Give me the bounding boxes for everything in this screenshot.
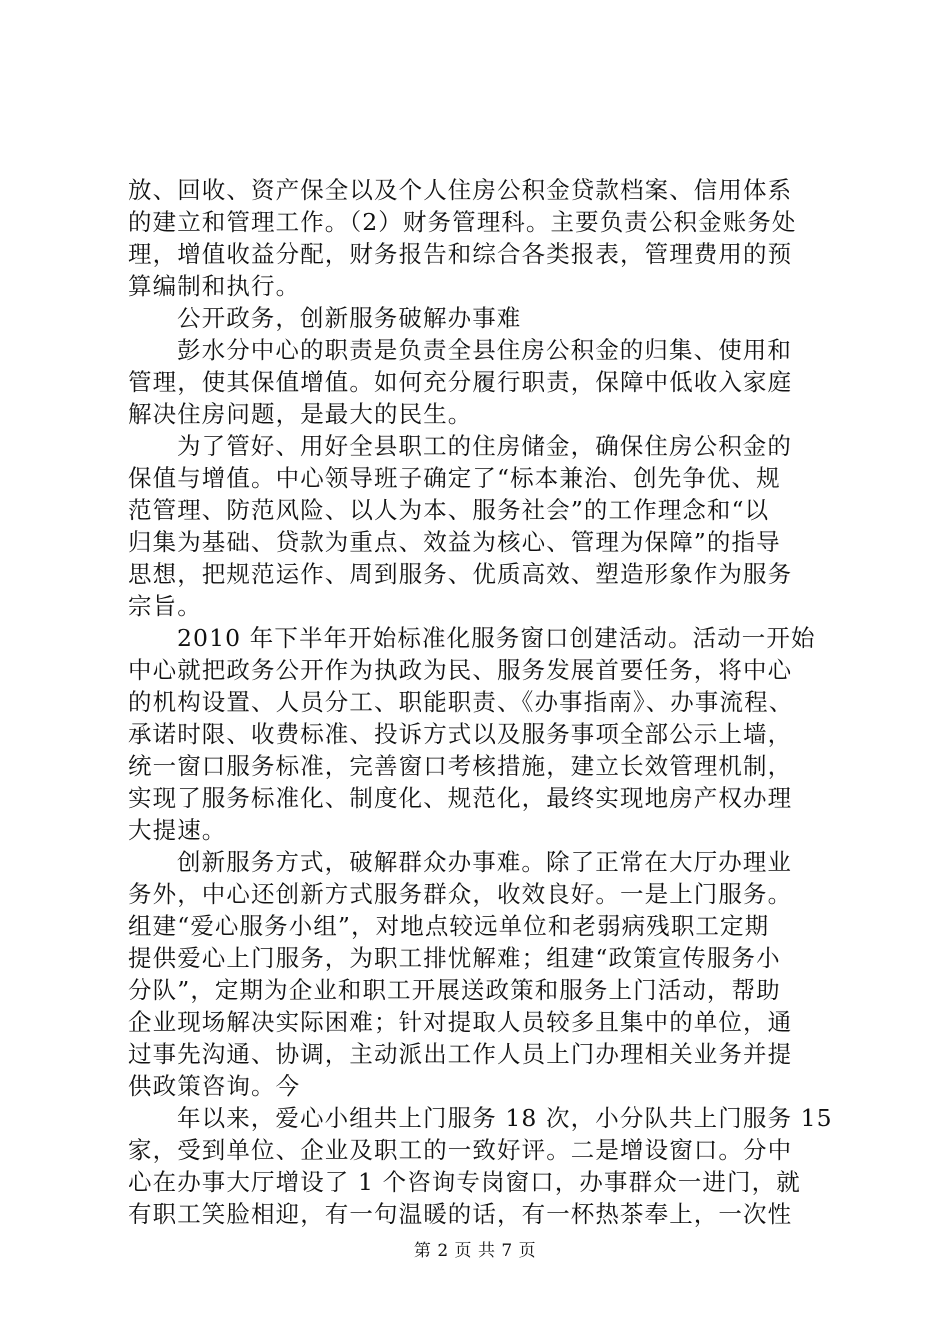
text-line: 组建“爱心服务小组”，对地点较远单位和老弱病残职工定期 (128, 912, 770, 940)
text-line: 2010 年下半年开始标准化服务窗口创建活动。活动一开始 (177, 624, 816, 652)
text-line: 算编制和执行。 (128, 272, 301, 300)
text-line: 年以来，爱心小组共上门服务 18 次，小分队共上门服务 15 (177, 1104, 833, 1132)
text-line: 解决住房问题，是最大的民生。 (128, 400, 473, 428)
text-line: 务外，中心还创新方式服务群众，收效良好。一是上门服务。 (128, 880, 793, 908)
body-text (128, 174, 833, 1230)
text-line: 供政策咨询。今 (128, 1072, 301, 1100)
text-line: 过事先沟通、协调，主动派出工作人员上门办理相关业务并提 (128, 1040, 793, 1068)
text-line: 中心就把政务公开作为执政为民、服务发展首要任务，将中心 (128, 656, 793, 684)
text-line: 心在办事大厅增设了 1 个咨询专岗窗口，办事群众一进门，就 (128, 1168, 801, 1196)
text-line: 的建立和管理工作。（2）财务管理科。主要负责公积金账务处 (128, 208, 797, 236)
text-line: 理，增值收益分配，财务报告和综合各类报表，管理费用的预 (128, 240, 793, 268)
text-line: 放、回收、资产保全以及个人住房公积金贷款档案、信用体系 (128, 176, 793, 204)
text-line: 管理，使其保值增值。如何充分履行职责，保障中低收入家庭 (128, 368, 793, 396)
text-line: 创新服务方式，破解群众办事难。除了正常在大厅办理业 (177, 848, 792, 876)
text-line: 范管理、防范风险、以人为本、服务社会”的工作理念和“以 (128, 496, 770, 524)
text-line: 为了管好、用好全县职工的住房储金，确保住房公积金的 (177, 432, 792, 460)
text-line: 思想，把规范运作、周到服务、优质高效、塑造形象作为服务 (128, 560, 793, 588)
text-line: 统一窗口服务标准，完善窗口考核措施，建立长效管理机制， (128, 752, 793, 780)
text-line: 家，受到单位、企业及职工的一致好评。二是增设窗口。分中 (128, 1136, 793, 1164)
text-line: 有职工笑脸相迎，有一句温暖的话，有一杯热茶奉上，一次性 (128, 1200, 793, 1228)
text-line: 提供爱心上门服务，为职工排忧解难；组建“政策宣传服务小 (128, 944, 781, 972)
text-line: 宗旨。 (128, 592, 202, 620)
text-line: 归集为基础、贷款为重点、效益为核心、管理为保障”的指导 (128, 528, 781, 556)
text-line: 分队”，定期为企业和职工开展送政策和服务上门活动，帮助 (128, 976, 781, 1004)
text-line: 公开政务，创新服务破解办事难 (177, 304, 522, 332)
text-line: 承诺时限、收费标准、投诉方式以及服务事项全部公示上墙， (128, 720, 793, 748)
text-line: 的机构设置、人员分工、职能职责、《办事指南》、办事流程、 (128, 688, 794, 716)
text-line: 企业现场解决实际困难；针对提取人员较多且集中的单位，通 (128, 1008, 793, 1036)
page-footer: 第 2 页 共 7 页 (413, 1241, 537, 1261)
text-line: 大提速。 (128, 816, 227, 844)
text-line: 保值与增值。中心领导班子确定了“标本兼治、创先争优、规 (128, 464, 781, 492)
text-line: 彭水分中心的职责是负责全县住房公积金的归集、使用和 (177, 336, 792, 364)
text-line: 实现了服务标准化、制度化、规范化，最终实现地房产权办理 (128, 784, 793, 812)
